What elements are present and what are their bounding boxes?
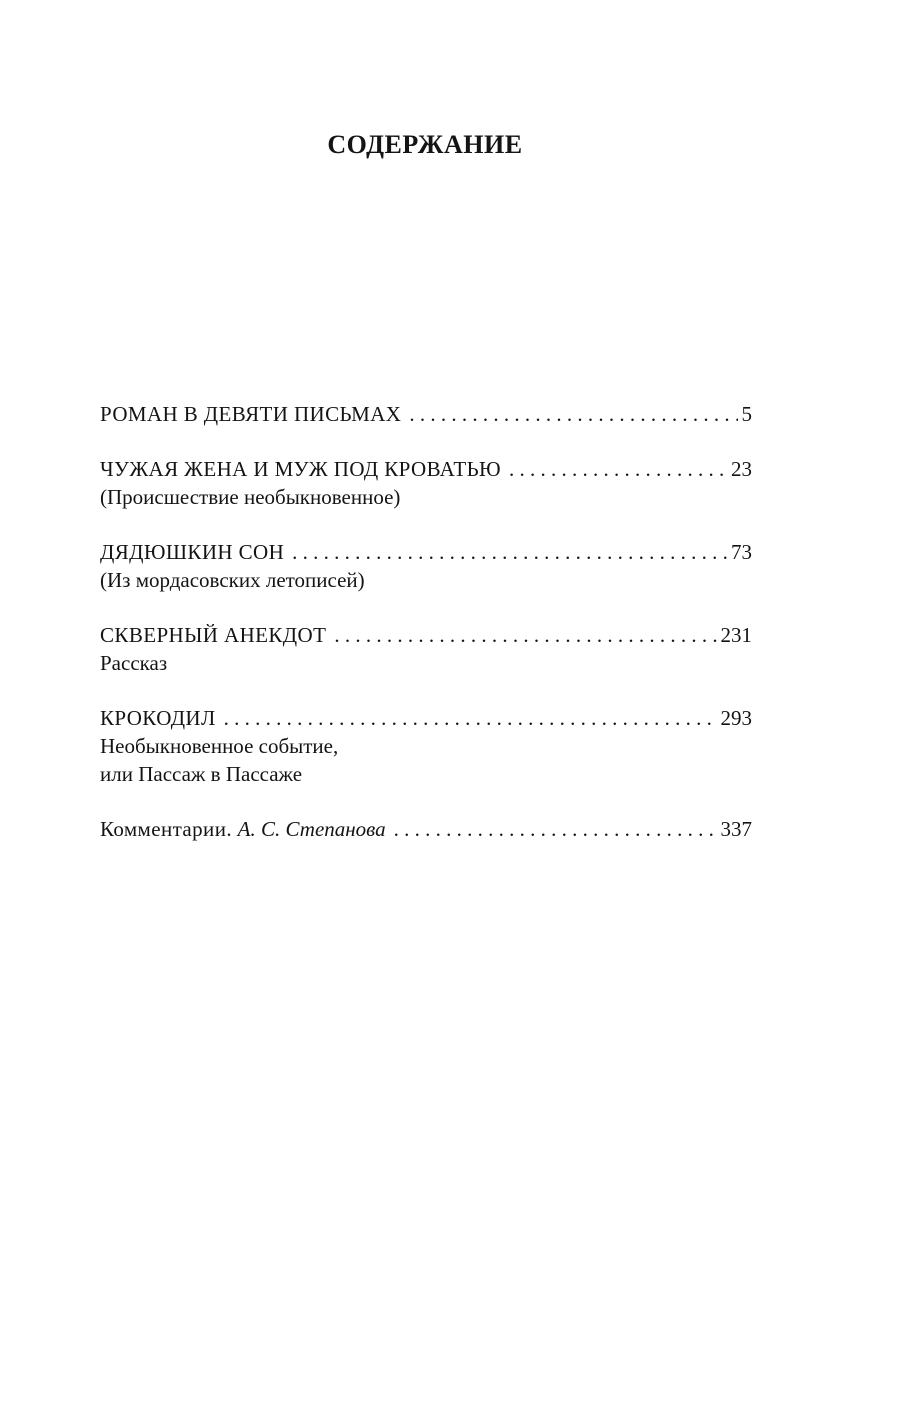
toc-entry-line xyxy=(100,538,752,566)
toc-entry-page: 73 xyxy=(731,540,752,564)
toc-entry-page: 5 xyxy=(741,402,752,426)
toc-entry-title: ЧУЖАЯ ЖЕНА И МУЖ ПОД КРОВАТЬЮ xyxy=(100,457,502,481)
toc-entry-title: СКВЕРНЫЙ АНЕКДОТ xyxy=(100,623,327,647)
toc-entry-line xyxy=(100,455,752,483)
toc-entry-page: 293 xyxy=(720,706,752,730)
toc-entry-page: 23 xyxy=(731,457,752,481)
dot-leader xyxy=(394,815,717,843)
toc-entry-title: РОМАН В ДЕВЯТИ ПИСЬМАХ xyxy=(100,402,402,426)
dot-leader xyxy=(409,400,737,428)
toc-entry-title: КРОКОДИЛ xyxy=(100,706,216,730)
toc-entry-subtitle: Рассказ xyxy=(100,651,168,675)
toc-entry xyxy=(100,621,752,677)
toc-entry-line xyxy=(100,815,752,843)
toc-entry-title xyxy=(100,815,386,843)
toc-entry xyxy=(100,455,752,511)
toc-entry-line xyxy=(100,704,752,732)
comments-label: Комментарии. xyxy=(100,817,232,841)
toc-entry-subtitle: (Из мордасовских летописей) xyxy=(100,568,365,592)
toc-entry xyxy=(100,704,752,788)
toc-entry-page: 337 xyxy=(720,817,752,841)
toc-entry xyxy=(100,400,752,428)
toc-entry-page: 231 xyxy=(720,623,752,647)
comments-author: А. С. Степанова xyxy=(237,817,386,841)
toc-entry-line xyxy=(100,400,752,428)
dot-leader xyxy=(292,538,727,566)
dot-leader xyxy=(224,704,717,732)
dot-leader xyxy=(509,455,727,483)
toc-entry-subtitle: (Происшествие необыкновенное) xyxy=(100,485,401,509)
page-title: СОДЕРЖАНИЕ xyxy=(327,130,523,159)
toc-entry xyxy=(100,815,752,843)
table-of-contents xyxy=(100,400,752,870)
toc-entry-line xyxy=(100,621,752,649)
toc-entry-subtitle: или Пассаж в Пассаже xyxy=(100,762,303,786)
toc-entry xyxy=(100,538,752,594)
toc-entry-subtitle: Необыкновенное событие, xyxy=(100,734,339,758)
toc-entry-title: ДЯДЮШКИН СОН xyxy=(100,540,285,564)
dot-leader xyxy=(334,621,716,649)
